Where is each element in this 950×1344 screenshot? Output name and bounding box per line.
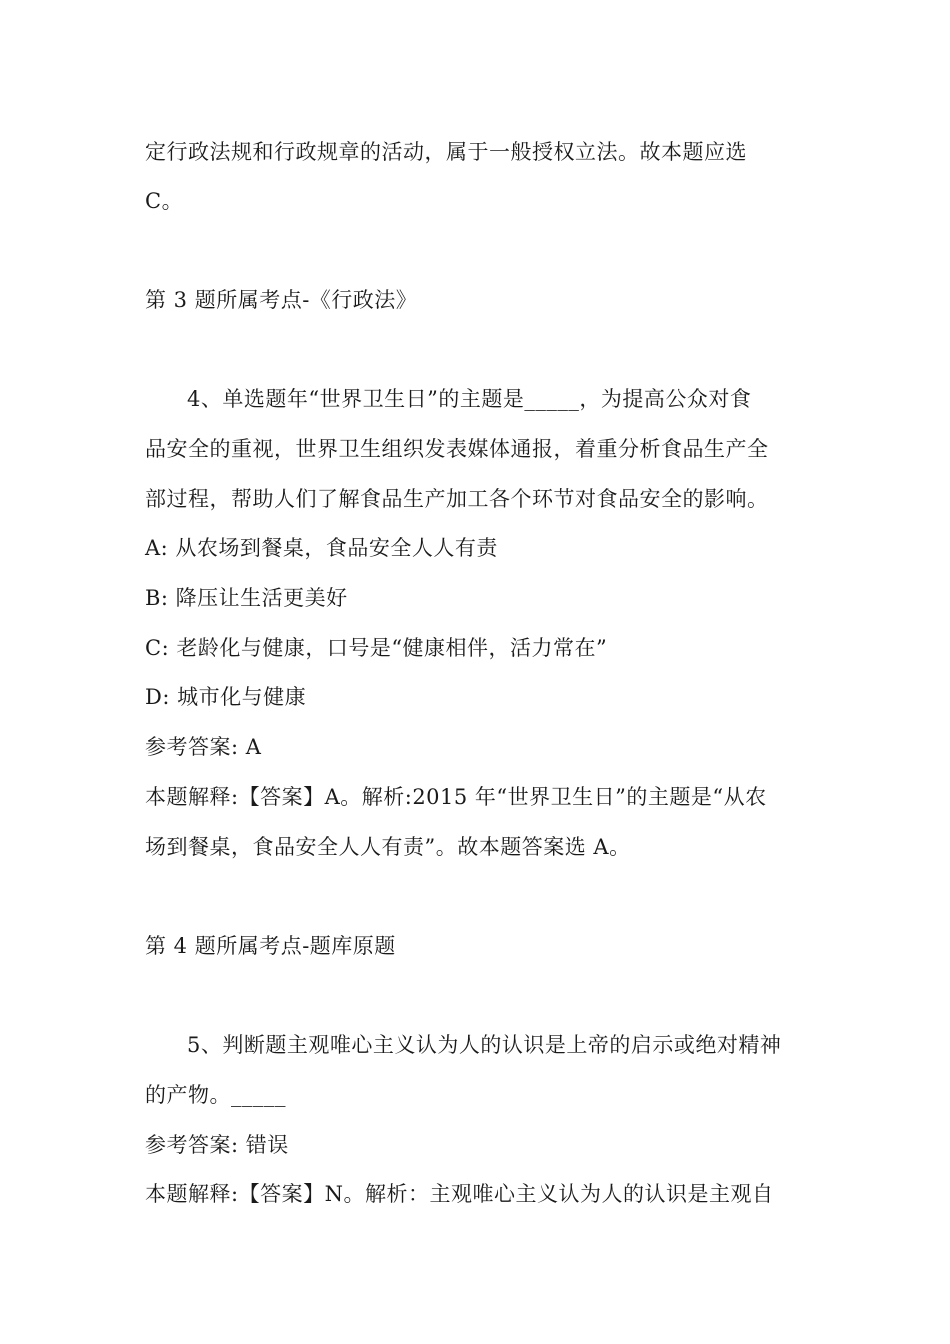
q4-reference-answer: 参考答案: A	[145, 735, 262, 759]
q4-option-d: D: 城市化与健康	[145, 685, 307, 709]
q3-topic-heading: 第 3 题所属考点-《行政法》	[145, 288, 418, 312]
q4-question-line-2: 品安全的重视，世界卫生组织发表媒体通报，着重分析食品生产全	[145, 437, 769, 461]
q4-question-line-3: 部过程，帮助人们了解食品生产加工各个环节对食品安全的影响。	[145, 487, 769, 511]
q4-explanation-line-2: 场到餐桌，食品安全人人有责”。故本题答案选 A。	[145, 835, 631, 859]
q4-option-a: A: 从农场到餐桌，食品安全人人有责	[145, 536, 498, 560]
q4-question-line-1: 4、单选题年“世界卫生日”的主题是_____，为提高公众对食	[187, 387, 752, 411]
q4-option-c: C: 老龄化与健康，口号是“健康相伴，活力常在”	[145, 636, 608, 660]
q4-explanation-line-1: 本题解释:【答案】A。解析:2015 年“世界卫生日”的主题是“从农	[145, 785, 767, 809]
previous-explanation-answer: C。	[145, 189, 184, 213]
q4-topic-heading: 第 4 题所属考点-题库原题	[145, 934, 396, 958]
q5-explanation-line-1: 本题解释:【答案】N。解析：主观唯心主义认为人的认识是主观自	[145, 1182, 774, 1206]
previous-explanation-continued: 定行政法规和行政规章的活动，属于一般授权立法。故本题应选	[145, 140, 747, 164]
q5-question-line-2: 的产物。_____	[145, 1083, 286, 1107]
q4-option-b: B: 降压让生活更美好	[145, 586, 348, 610]
q5-question-line-1: 5、判断题主观唯心主义认为人的认识是上帝的启示或绝对精神	[187, 1033, 782, 1057]
q5-reference-answer: 参考答案: 错误	[145, 1133, 289, 1157]
